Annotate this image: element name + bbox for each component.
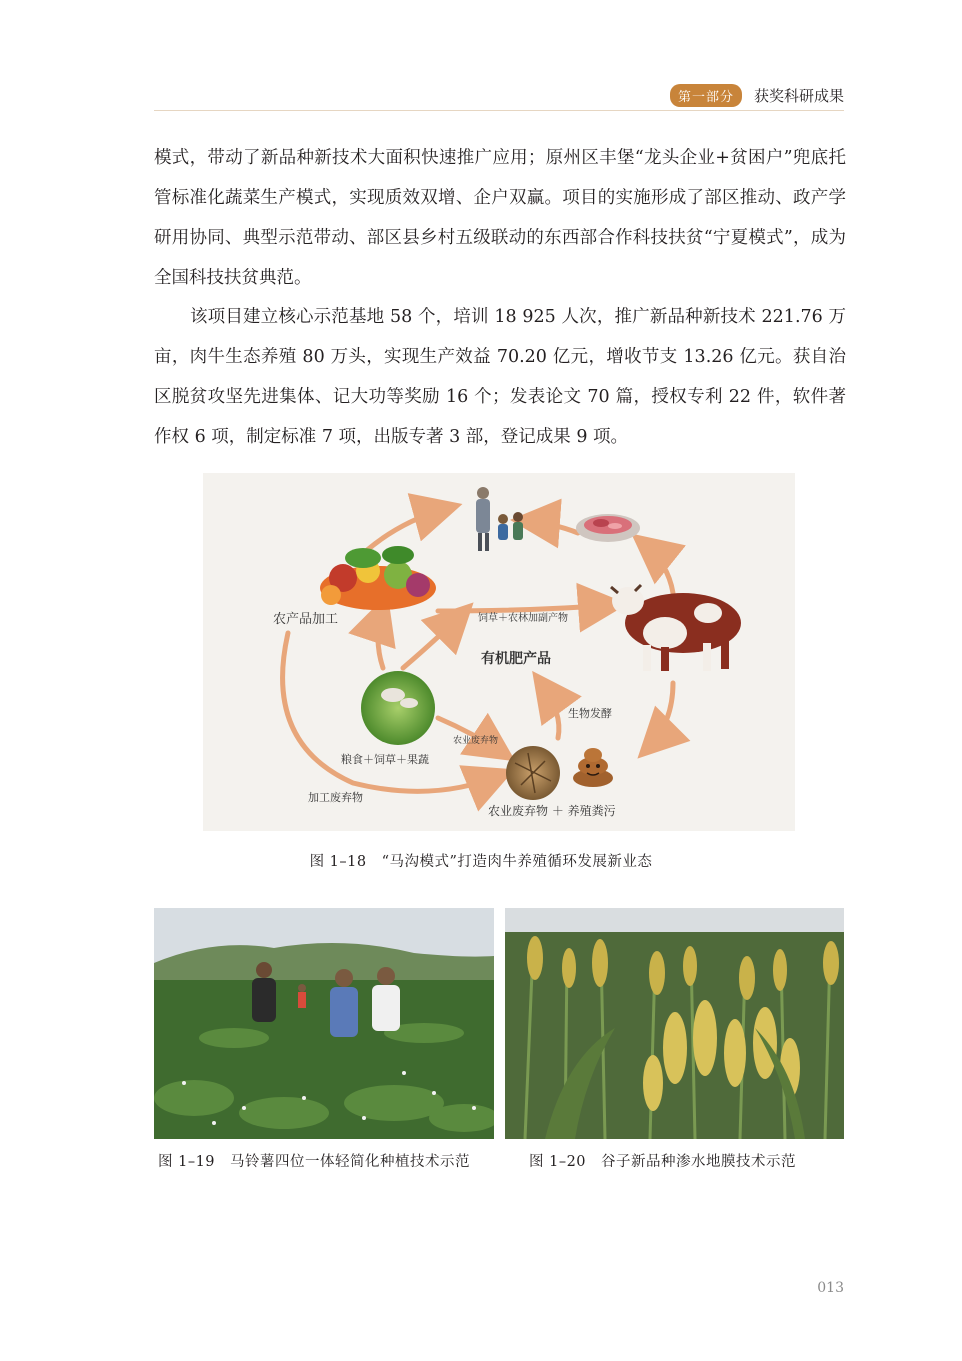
millet-photo-svg bbox=[505, 908, 844, 1139]
diagram-svg bbox=[203, 473, 795, 831]
label-processing-waste: 加工废弃物 bbox=[308, 791, 363, 804]
cow-image bbox=[611, 585, 741, 671]
label-organic: 有机肥产品 bbox=[481, 651, 551, 667]
vegetables-image bbox=[320, 546, 436, 610]
arrow-cow-to-beef bbox=[643, 543, 673, 593]
label-crops: 粮食＋饲草＋果蔬 bbox=[341, 753, 429, 766]
paragraph-1-text: 模式，带动了新品种新技术大面积快速推广应用；原州区丰堡“龙头企业+贫困户”兜底托管标准化蔬菜生产模式，实现质效双增、企户双赢。项目的实施形成了部区推动、政产学研用协同、典型示范带动、部区县乡村五级联动的东西部合作科技扶贫“宁夏模式”，成为全国科技扶贫典范。 bbox=[154, 148, 846, 288]
crops-image bbox=[361, 671, 435, 745]
arrow-feed-to-cow bbox=[438, 605, 613, 611]
arrow-cow-to-manure bbox=[648, 683, 673, 748]
potato-photo-svg bbox=[154, 908, 494, 1139]
manure-image bbox=[573, 748, 613, 787]
figure-18-caption: 图 1–18 “马沟模式”打造肉牛养殖循环发展新业态 bbox=[309, 854, 653, 870]
label-feed: 饲草＋农林加副产物 bbox=[478, 613, 568, 624]
figure-20-caption: 图 1–20 谷子新品种渗水地膜技术示范 bbox=[529, 1154, 797, 1170]
running-header bbox=[670, 84, 844, 107]
label-ferment: 生物发酵 bbox=[568, 707, 612, 720]
arrow-crops-to-processing bbox=[378, 608, 383, 668]
figure-19-caption: 图 1–19 马铃薯四位一体轻简化种植技术示范 bbox=[158, 1154, 471, 1170]
label-processing: 农产品加工 bbox=[273, 612, 339, 627]
part-badge: 第一部分 bbox=[670, 84, 742, 107]
label-ag-waste-small: 农业废弃物 bbox=[453, 736, 499, 746]
paragraph-2 bbox=[154, 297, 846, 457]
waste-image bbox=[506, 746, 560, 800]
potato-field-photo bbox=[154, 908, 494, 1139]
family-image bbox=[476, 487, 523, 551]
header-rule bbox=[154, 110, 844, 111]
paragraph-1 bbox=[154, 138, 846, 298]
millet-field-photo bbox=[505, 908, 844, 1139]
arrow-ferment bbox=[541, 683, 559, 738]
page-number: 013 bbox=[817, 1280, 844, 1296]
section-title: 获奖科研成果 bbox=[753, 87, 844, 105]
label-waste-manure: 农业废弃物 ＋ 养殖粪污 bbox=[488, 804, 616, 818]
circular-model-diagram bbox=[203, 473, 795, 831]
arrow-beef-to-people bbox=[525, 521, 578, 533]
beef-plate-image bbox=[576, 514, 640, 542]
arrow-crops-to-feed bbox=[403, 613, 463, 668]
paragraph-2-text: 该项目建立核心示范基地 58 个，培训 18 925 人次，推广新品种新技术 221.76 万亩，肉牛生态养殖 80 万头，实现生产效益 70.20 亿元，增收节支 13.26 亿元。获自治区脱贫攻坚先进集体、记大功等奖励 16 个；发表论文 70 篇，授权专利 22 件，软件著作权 6 项，制定标准 7 项，出版专著 3 部，登记成果 9 项。 bbox=[154, 307, 846, 447]
